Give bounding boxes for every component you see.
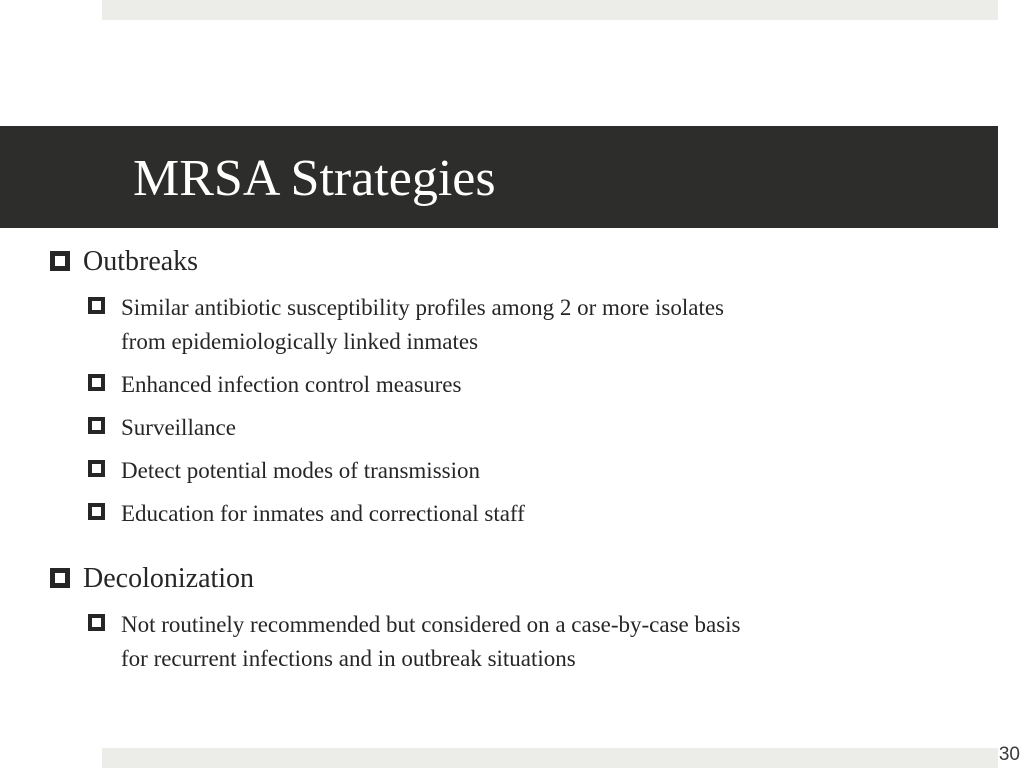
square-bullet-icon — [88, 374, 105, 391]
square-bullet-icon — [50, 251, 70, 271]
section-heading-outbreaks: Outbreaks — [83, 246, 199, 277]
square-bullet-icon — [88, 503, 105, 520]
list-item-line: Similar antibiotic susceptibility profiles among 2 or more isolates — [121, 295, 725, 320]
list-item-line: Surveillance — [121, 415, 236, 440]
list-item-line: Not routinely recommended but considered on a case-by-case basis — [121, 612, 741, 637]
list-item-line: Detect potential modes of transmission — [121, 458, 480, 483]
slide-title: MRSA Strategies — [133, 150, 496, 207]
square-bullet-icon — [88, 297, 105, 314]
list-item-line: Enhanced infection control measures — [121, 372, 462, 397]
section-heading-decolonization: Decolonization — [83, 563, 255, 594]
square-bullet-icon — [88, 460, 105, 477]
list-item-line: from epidemiologically linked inmates — [121, 329, 479, 354]
square-bullet-icon — [50, 568, 70, 588]
page-number: 30 — [998, 744, 1020, 765]
square-bullet-icon — [88, 614, 105, 631]
bottom-decorative-band — [102, 748, 998, 768]
top-decorative-band — [102, 0, 998, 20]
list-item-line: for recurrent infections and in outbreak situations — [121, 646, 576, 671]
list-item-line: Education for inmates and correctional staff — [121, 501, 525, 526]
square-bullet-icon — [88, 417, 105, 434]
